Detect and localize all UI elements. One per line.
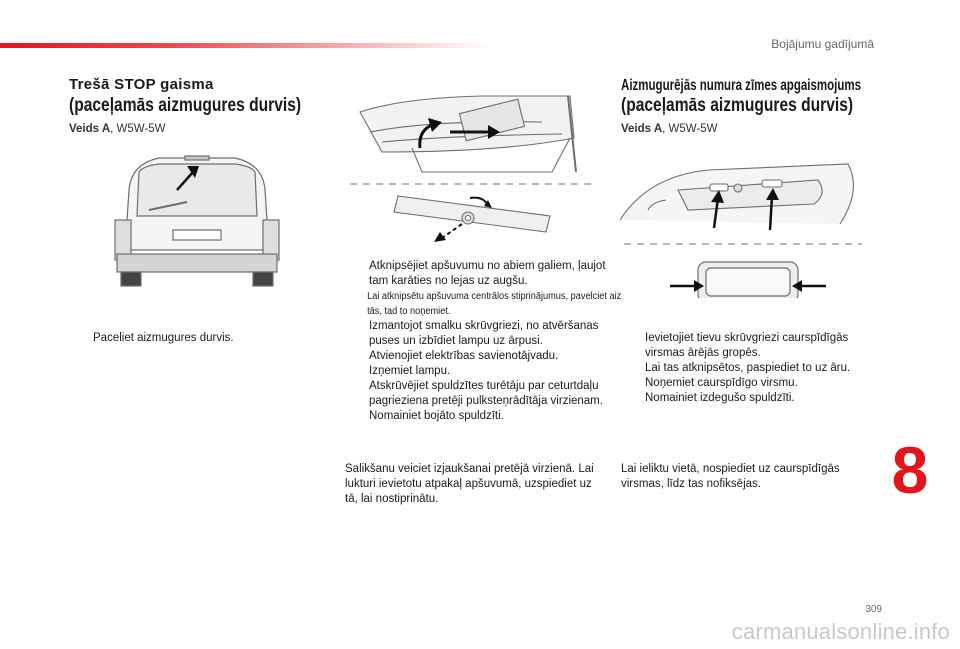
variant-label <box>621 123 718 135</box>
list-item: Izmantojot smalku skrūvgriezi, no atvēršanas puses un izbīdiet lampu uz ārpusi. <box>369 320 599 347</box>
variant-label <box>69 123 166 135</box>
variant-type: Veids A <box>69 123 111 135</box>
section-subtitle-tailgate: (paceļamās aizmugures durvis) <box>69 95 302 116</box>
refit-note: Lai ieliktu vietā, nospiediet uz caurspīdīgās virsmas, līdz tas nofiksējas. <box>621 463 840 490</box>
list-item: Ievietojiet tievu skrūvgriezi caurspīdīgās virsmas ārējās gropēs. <box>645 332 849 359</box>
section-subtitle-tailgate: (paceļamās aizmugures durvis) <box>621 95 854 116</box>
section-title-plate-lighting: Aizmugurējās numura zīmes apgaismojums <box>621 77 862 94</box>
variant-bulb: , W5W-5W <box>110 123 166 135</box>
list-item: Atskrūvējiet spuldzītes turētāju par ceturtdaļu pagrieziena pretēji pulksteņrādītāja virzienam. <box>369 380 603 407</box>
header-accent-bar <box>0 43 490 48</box>
list-item: Nomainiet izdegušo spuldzīti. <box>645 392 795 404</box>
van-rear-illustration <box>109 150 285 292</box>
chapter-number: 8 <box>891 433 929 507</box>
variant-type: Veids A <box>621 123 663 135</box>
list-item: Noņemiet caurspīdīgo virsmu. <box>645 377 798 389</box>
left-steps-list <box>69 331 309 346</box>
list-item: Nomainiet bojāto spuldzīti. <box>369 410 504 422</box>
plate-light-illustration <box>618 150 868 298</box>
list-item: Atvienojiet elektrības savienotājvadu. <box>369 350 559 362</box>
watermark: carmanualsonline.info <box>731 619 950 644</box>
middle-steps-list <box>345 259 622 424</box>
section-title-third-brake-light: Trešā STOP gaisma <box>69 76 214 93</box>
brake-light-removal-illustration <box>342 92 602 246</box>
list-item: Lai atknipsētu apšuvuma centrālos stiprinājumus, pavelciet aiz tās, tad to noņemiet. <box>367 291 622 317</box>
list-item: Lai tas atknipsētos, paspiediet to uz āru. <box>645 362 851 374</box>
variant-bulb: , W5W-5W <box>662 123 718 135</box>
list-item: Paceliet aizmugures durvis. <box>93 332 234 344</box>
page-number: 309 <box>865 604 882 615</box>
list-item: Atknipsējiet apšuvumu no abiem galiem, ļaujot tam karāties no lejas uz augšu. <box>369 260 606 287</box>
right-steps-list <box>621 331 871 406</box>
reassembly-note: Salikšanu veiciet izjaukšanai pretējā virzienā. Lai lukturi ievietotu atpakaļ apšuvumā, uzspiediet uz tā, lai nostiprinātu. <box>345 463 594 505</box>
chapter-title: Bojājumu gadījumā <box>771 37 874 51</box>
list-item: Izņemiet lampu. <box>369 365 451 377</box>
